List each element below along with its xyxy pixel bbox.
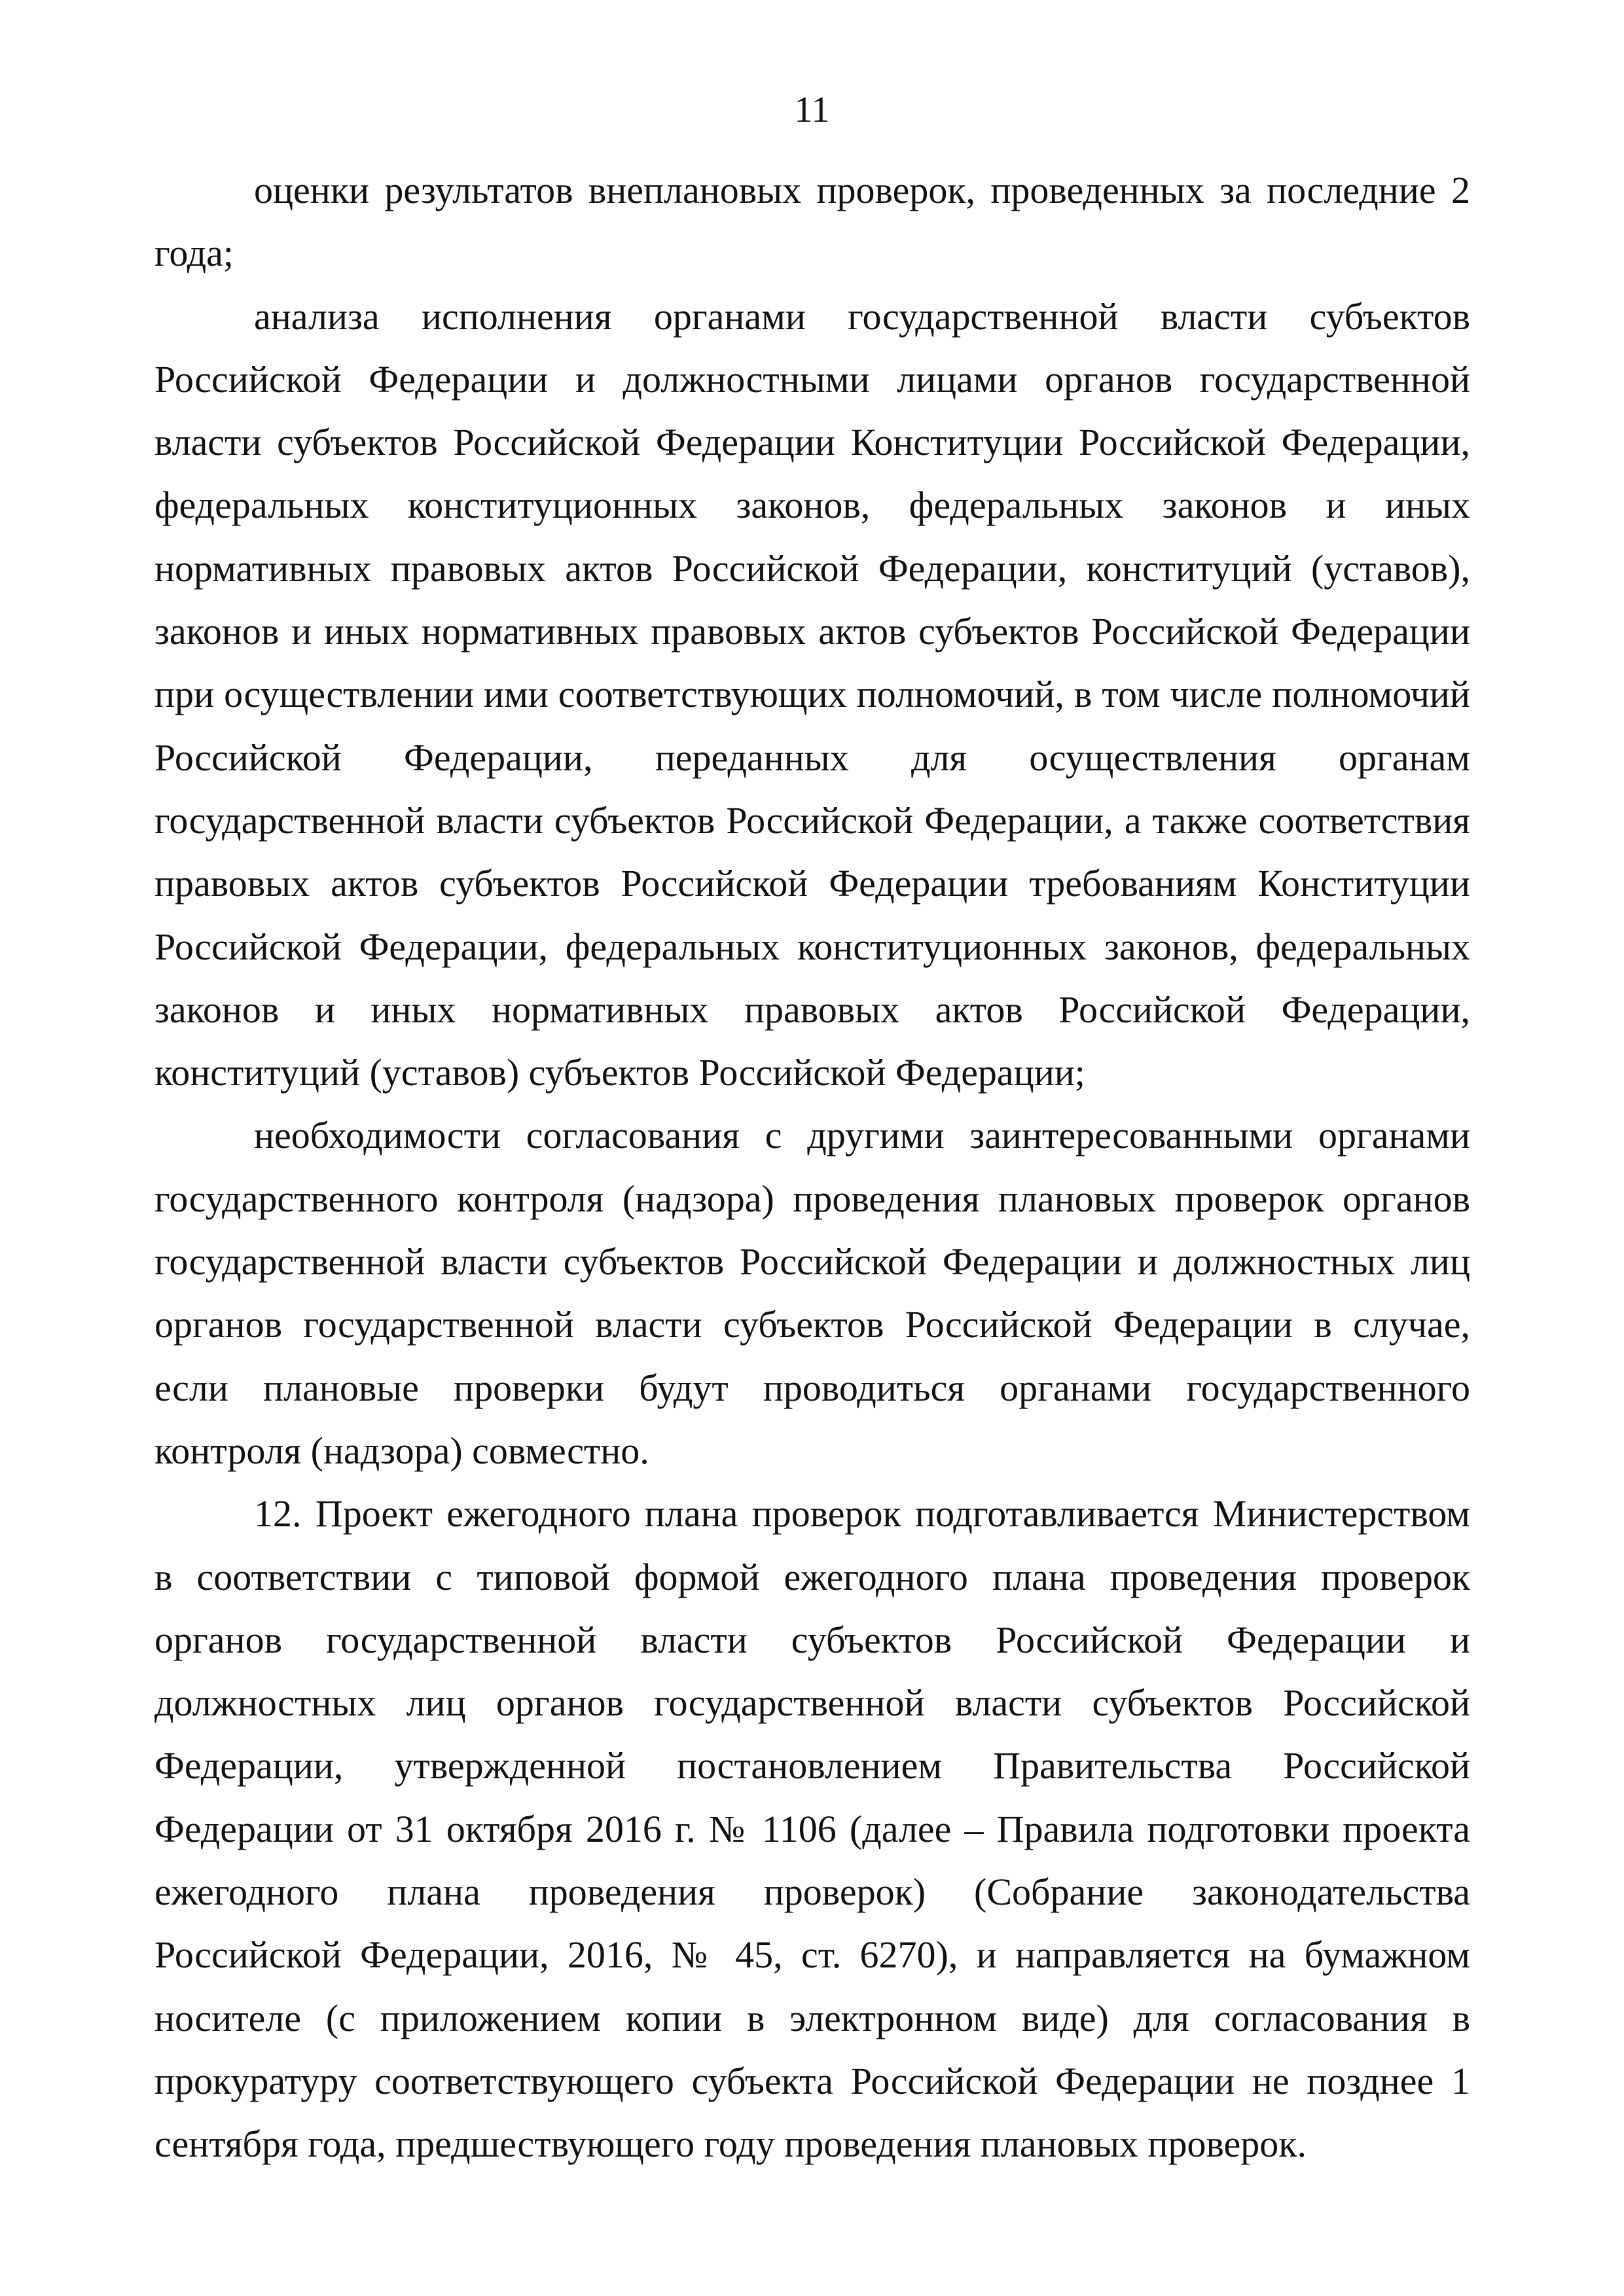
paragraph-coordination-necessity: необходимости согласования с другими заинтересованными органами государственного контроля (надзора) проведения плановых проверок органов государственной власти субъектов Российской Федерации и должностных лиц органов государственной власти субъектов Российской Федерации в случае, если плановые проверки будут проводиться органами государственного контроля (надзора) совместно.: [154, 1114, 1470, 1472]
document-body: [154, 159, 1470, 2176]
paragraph-planned-inspections-evaluation: оценки результатов внеплановых проверок, проведенных за последние 2 года;: [154, 169, 1470, 275]
paragraph-item-12: 12. Проект ежегодного плана проверок подготавливается Министерством в соответствии с типовой формой ежегодного плана проведения проверок органов государственной власти субъектов Российской Федерации и должностных лиц органов государственной власти субъектов Российской Федерации, утвержденной постановлением Правительства Российской Федерации от 31 октября 2016 г. № 1106 (далее – Правила подготовки проекта ежегодного плана проведения проверок) (Собрание законодательства Российской Федерации, 2016, № 45, ст. 6270), и направляется на бумажном носителе (с приложением копии в электронном виде) для согласования в прокуратуру соответствующего субъекта Российской Федерации не позднее 1 сентября года, предшествующего году проведения плановых проверок.: [154, 1492, 1470, 2166]
page-number: 11: [794, 90, 830, 130]
paragraph-compliance-analysis: анализа исполнения органами государственной власти субъектов Российской Федерации и должностными лицами органов государственной власти субъектов Российской Федерации Конституции Российской Федерации, федеральных конституционных законов, федеральных законов и иных нормативных правовых актов Российской Федерации, конституций (уставов), законов и иных нормативных правовых актов субъектов Российской Федерации при осуществлении ими соответствующих полномочий, в том числе полномочий Российской Федерации, переданных для осуществления органам государственной власти субъектов Российской Федерации, а также соответствия правовых актов субъектов Российской Федерации требованиям Конституции Российской Федерации, федеральных конституционных законов, федеральных законов и иных нормативных правовых актов Российской Федерации, конституций (уставов) субъектов Российской Федерации;: [154, 295, 1470, 1094]
